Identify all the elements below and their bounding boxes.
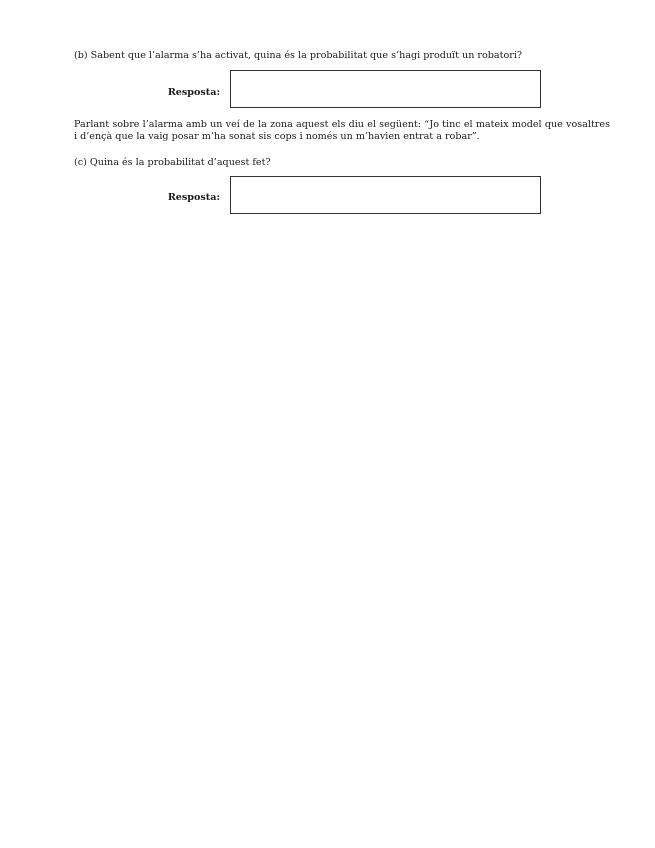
context-paragraph: Parlant sobre l’alarma amb un veí de la zona aquest els diu el següent: “Jo tinc el mateix model que vosaltres i d’ençà que la vaig posar m’ha sonat sis cops i només un m’havien entrat a robar”. bbox=[74, 119, 610, 142]
question-c-text: (c) Quina és la probabilitat d’aquest fet? bbox=[74, 157, 271, 168]
answer-c-label: Resposta: bbox=[167, 192, 220, 203]
question-b-text: (b) Sabent que l’alarma s’ha activat, quina és la probabilitat que s’hagi produït un robatori? bbox=[74, 50, 523, 61]
answer-b-label: Resposta: bbox=[167, 87, 220, 98]
answer-b-box[interactable] bbox=[230, 70, 541, 108]
answer-c-box[interactable] bbox=[230, 176, 541, 214]
